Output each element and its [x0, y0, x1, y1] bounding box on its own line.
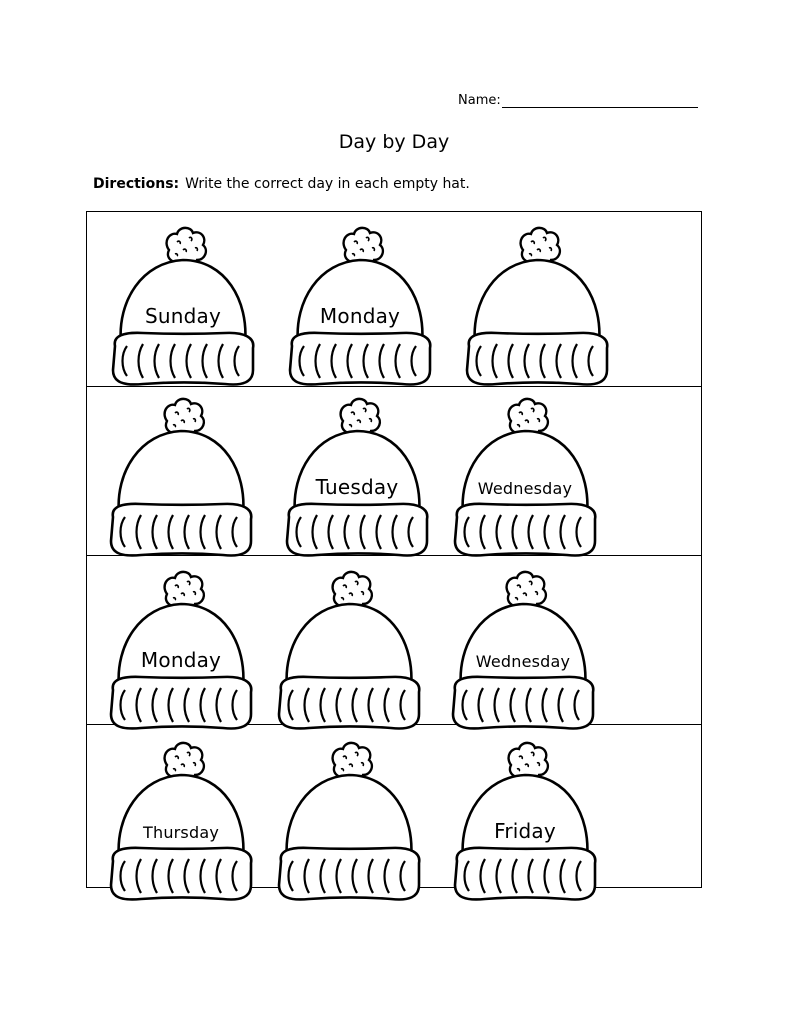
hat-day-label: Thursday	[143, 823, 219, 842]
hat-empty[interactable]	[269, 735, 429, 905]
hat	[445, 735, 605, 905]
directions-text: Write the correct day in each empty hat.	[185, 176, 470, 192]
winter-hat-drawing	[457, 220, 617, 390]
hat-row	[87, 212, 701, 387]
hat-empty[interactable]	[457, 220, 617, 390]
hat-row	[87, 725, 701, 889]
hat-empty[interactable]	[269, 564, 429, 734]
hat	[280, 220, 440, 390]
winter-hat-drawing	[443, 564, 603, 734]
page-title: Day by Day	[338, 131, 450, 153]
name-label: Name:	[458, 93, 501, 108]
hat-day-label: Monday	[140, 648, 222, 672]
hat	[445, 391, 605, 561]
winter-hat-drawing	[101, 735, 261, 905]
directions-label: Directions:	[93, 176, 180, 192]
hat-grid	[86, 211, 702, 888]
name-field	[458, 93, 698, 108]
hat-day-label: Friday	[494, 819, 556, 843]
hat-day-label: Tuesday	[315, 475, 399, 499]
winter-hat-drawing	[101, 391, 261, 561]
hat-day-label: Wednesday	[477, 479, 573, 498]
directions	[93, 176, 470, 192]
hat	[277, 391, 437, 561]
hat-day-label: Monday	[319, 304, 401, 328]
hat	[103, 220, 263, 390]
name-blank-line	[502, 93, 698, 108]
hat-row	[87, 556, 701, 725]
hat-day-label: Sunday	[144, 304, 222, 328]
winter-hat-drawing	[269, 564, 429, 734]
winter-hat-drawing	[445, 391, 605, 561]
hat-row	[87, 387, 701, 556]
hat-day-label: Wednesday	[475, 652, 571, 671]
hat	[443, 564, 603, 734]
hat	[101, 564, 261, 734]
hat-empty[interactable]	[101, 391, 261, 561]
hat	[101, 735, 261, 905]
winter-hat-drawing	[269, 735, 429, 905]
